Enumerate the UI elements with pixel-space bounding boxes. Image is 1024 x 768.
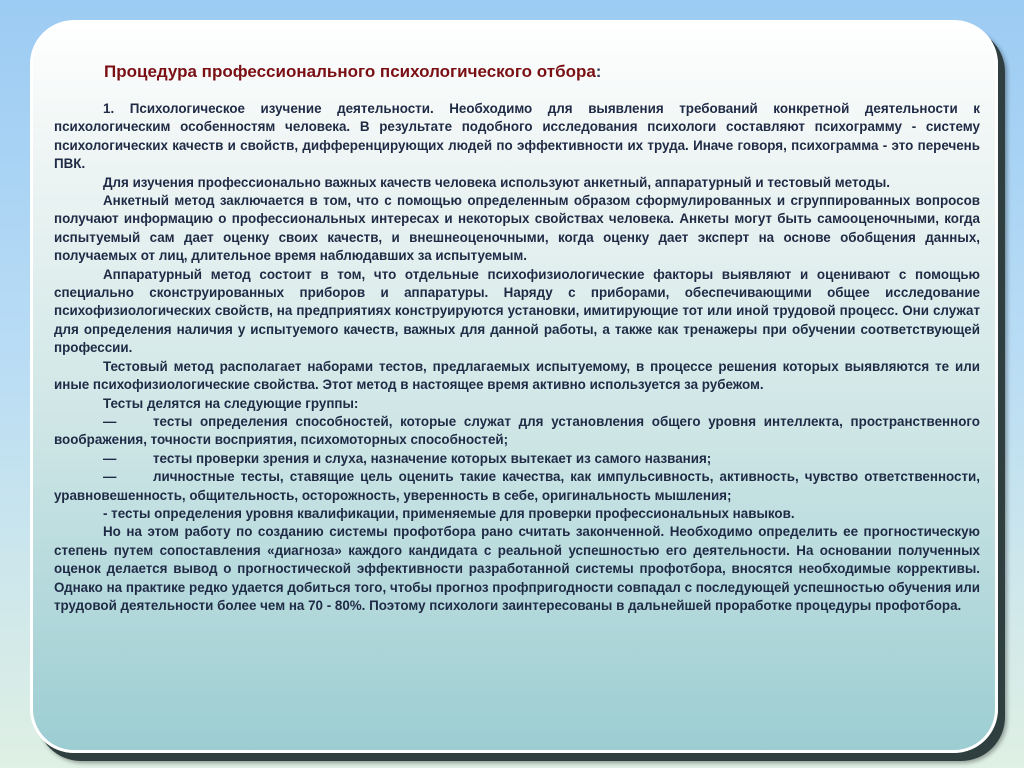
slide-body	[54, 100, 980, 615]
list-item-vision-hearing-tests	[54, 450, 980, 468]
list-item-personality-tests	[54, 468, 980, 505]
title-text: Процедура профессионального психологического отбора	[104, 62, 596, 81]
paragraph-methods: Для изучения профессионально важных качеств человека используют анкетный, аппаратурный и тестовый методы.	[103, 174, 890, 190]
dash-mark: —	[103, 450, 117, 466]
paragraph-conclusion: Но на этом работу по созданию системы профотбора рано считать законченной. Необходимо определить ее прогностическую степень путем сопоставления «диагноза» каждого кандидата с реальной успешностью его деятельности. На основании полученных оценок делается вывод о прогностической эффективности разработанной системы профотбора, вносятся необходимые коррективы. Однако на практике редко удается добиться того, чтобы прогноз профпригодности совпадал с последующей успешностью обучения или трудовой деятельности более чем на 70 - 80%. Поэтому психологи заинтересованы в дальнейшей проработке процедуры профотбора.	[54, 524, 980, 613]
title-colon: :	[595, 62, 602, 81]
paragraph-test-method: Тестовый метод располагает наборами тестов, предлагаемых испытуемому, в процессе решения которых выявляются те или иные психофизиологические свойства. Этот метод в настоящее время активно используется за рубежом.	[54, 358, 980, 393]
paragraph-psychogram: 1. Психологическое изучение деятельности. Необходимо для выявления требований конкретной деятельности к психологическим особенностям человека. В результате подобного исследования психологи составляют психограмму - систему психологических качеств и свойств, дифференцирующих людей по эффективности их труда. Иначе говоря, психограмма - это перечень ПВК.	[54, 101, 980, 172]
dash-mark: —	[103, 413, 117, 429]
slide-title	[104, 62, 601, 82]
list-item-qualification-tests: - тесты определения уровня квалификации, применяемые для проверки профессиональных навыков.	[103, 505, 795, 521]
list-item-text: тесты определения способностей, которые служат для установления общего уровня интеллекта, пространственного воображения, точности восприятия, психомоторных способностей;	[54, 413, 980, 448]
list-item-ability-tests	[54, 413, 980, 450]
paragraph-test-groups: Тесты делятся на следующие группы:	[103, 395, 359, 411]
paragraph-apparatus-method: Аппаратурный метод состоит в том, что отдельные психофизиологические факторы выявляют и оценивают с помощью специально сконструированных приборов и аппаратуры. Наряду с приборами, обеспечивающими общее исследование психофизиологических свойств, на предприятиях конструируются установки, имитирующие тот или иной трудовой процесс. Они служат для определения наличия у испытуемого качеств, важных для данной работы, а также как тренажеры при обучении соответствующей профессии.	[54, 266, 980, 356]
dash-mark: —	[103, 469, 117, 485]
list-item-text: личностные тесты, ставящие цель оценить такие качества, как импульсивность, активность, чувство ответственности, уравновешенность, общительность, осторожность, уверенность в себе, оригинальность мышления;	[54, 469, 980, 503]
list-item-text: тесты проверки зрения и слуха, назначение которых вытекает из самого названия;	[153, 450, 712, 466]
paragraph-questionnaire-method: Анкетный метод заключается в том, что с помощью определенным образом сформулированных и сгруппированных вопросов получают информацию о профессиональных интересах и некоторых свойствах человека. Анкеты могут быть самооценочными, когда испытуемый сам дает оценку своих качеств, и внешнеоценочными, когда оценку дает эксперт на основе обобщения данных, получаемых от лиц, длительное время наблюдавших за испытуемым.	[54, 193, 980, 264]
